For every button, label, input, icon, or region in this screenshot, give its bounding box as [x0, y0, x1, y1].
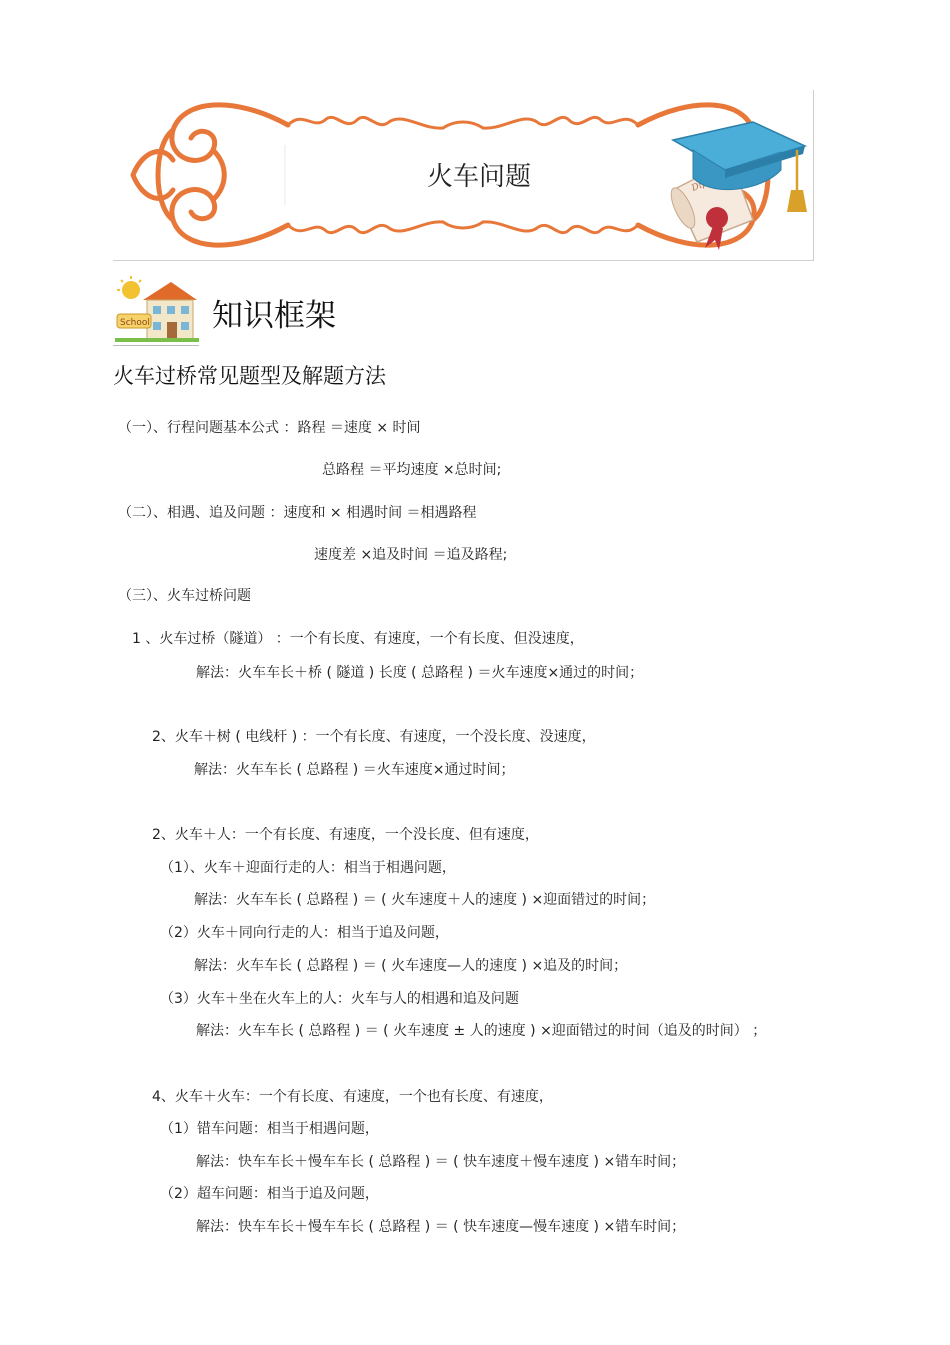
- subheading: 火车过桥常见题型及解题方法: [113, 364, 386, 388]
- solution-line: 解法：火车车长 ( 总路程 ) ＝ ( 火车速度＋人的速度 ) ×迎面错过的时间；: [194, 892, 656, 908]
- section-heading: （三）、火车过桥问题: [118, 588, 251, 604]
- subcase-line: （1）、火车＋迎面行走的人：相当于相遇问题，: [160, 860, 456, 876]
- solution-line: 解法：快车车长＋慢车车长 ( 总路程 ) ＝ ( 快车速度＋慢车速度 ) ×错车时间；: [196, 1154, 686, 1170]
- formula-line: 总路程 ＝平均速度 ×总时间;: [322, 462, 502, 478]
- subcase-line: （2）超车问题：相当于追及问题，: [160, 1186, 379, 1202]
- solution-line: 解法：火车车长 ( 总路程 ) ＝ ( 火车速度 ± 人的速度 ) ×迎面错过的时间（追及的时间） ；: [196, 1023, 767, 1039]
- case-line: 2、火车＋树 ( 电线杆 ) ：一个有长度、有速度，一个没长度、没速度，: [152, 729, 596, 745]
- formula-line: 速度差 ×追及时间 ＝追及路程;: [314, 547, 508, 563]
- subcase-line: （3）火车＋坐在火车上的人：火车与人的相遇和追及问题: [160, 991, 519, 1007]
- case-line: 4、火车＋火车：一个有长度、有速度，一个也有长度、有速度，: [152, 1089, 553, 1105]
- case-line: 1 、火车过桥（隧道） ：一个有长度、有速度，一个有长度、但没速度，: [132, 631, 584, 647]
- solution-line: 解法：快车车长＋慢车车长 ( 总路程 ) ＝ ( 快车速度—慢车速度 ) ×错车时间；: [196, 1219, 686, 1235]
- formula-line: （一）、行程问题基本公式 ：路程 ＝速度 × 时间: [118, 420, 421, 436]
- school-house-icon: [113, 276, 201, 344]
- title-banner: [113, 90, 814, 261]
- section-title: 知识框架: [212, 298, 336, 334]
- subcase-line: （2）火车＋同向行走的人：相当于追及问题，: [160, 925, 449, 941]
- formula-line: （二）、相遇、追及问题 ：速度和 × 相遇时间 ＝相遇路程: [118, 505, 477, 521]
- svg-text:School: School: [120, 318, 150, 328]
- case-line: 2、火车＋人：一个有长度、有速度，一个没长度、但有速度，: [152, 827, 539, 843]
- subcase-line: （1）错车问题：相当于相遇问题，: [160, 1121, 379, 1137]
- solution-line: 解法：火车车长＋桥 ( 隧道 ) 长度 ( 总路程 ) ＝火车速度×通过的时间；: [196, 665, 644, 681]
- section-divider: [113, 345, 199, 346]
- solution-line: 解法：火车车长 ( 总路程 ) ＝火车速度×通过时间；: [194, 762, 515, 778]
- solution-line: 解法：火车车长 ( 总路程 ) ＝ ( 火车速度—人的速度 ) ×追及的时间；: [194, 958, 628, 974]
- banner-title: 火车问题: [427, 162, 532, 192]
